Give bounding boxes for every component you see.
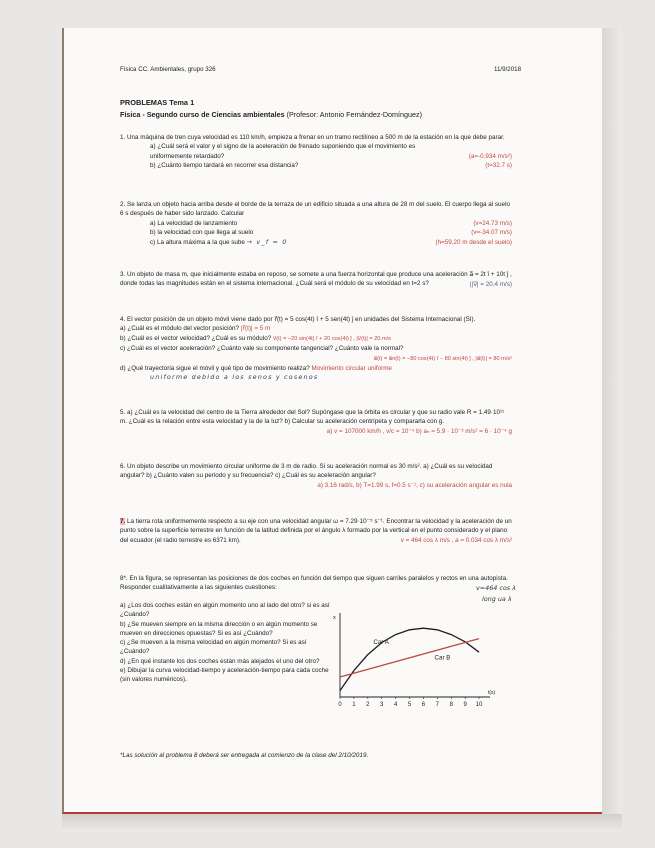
problem-2-b-answer: (v=-34.07 m/s) xyxy=(471,229,512,237)
x-tick-label: 5 xyxy=(407,702,412,708)
series-label-car-a: Car A xyxy=(373,639,389,647)
problem-2-c: c) La altura máxima a la que sube xyxy=(150,238,245,246)
problem-4-c: c) ¿Cuál es el vector aceleración? ¿Cuánto vale su componente tangencial? ¿Cuánto vale la normal? xyxy=(120,345,404,353)
problem-5 xyxy=(120,408,512,436)
problem-4-b-answer: v⃗(t) = −20 sin(4t) î + 20 cos(4t) ĵ , |v⃗(t)| = 20 m/s xyxy=(272,335,391,342)
problem-4-a: a) ¿Cuál es el módulo del vector posición? xyxy=(120,325,240,333)
x-tick-label: 8 xyxy=(449,702,453,708)
position-time-chart xyxy=(328,612,498,712)
problem-3-stem: 3. Un objeto de masa m, que inicialmente estaba en reposo, se somete a una fuerza horizontal que produce una aceleración a⃗ = 2t î + 10t ĵ , donde todas las magnitudes están en el sistema internacional. ¿Cuál será el módulo de su velocidad en t=2 s? xyxy=(120,271,512,288)
document-title: PROBLEMAS Tema 1 xyxy=(120,98,195,107)
problem-2-a: a) La velocidad de lanzamiento xyxy=(150,219,238,227)
problem-2 xyxy=(120,200,512,247)
problem-7 xyxy=(120,517,512,546)
chart-series xyxy=(340,628,479,690)
chart-ticks xyxy=(338,697,483,708)
x-axis-label: t(s) xyxy=(488,690,496,696)
subtitle-professor: (Profesor: Antonio Fernández-Domínguez) xyxy=(284,110,423,119)
x-tick-label: 10 xyxy=(475,702,483,708)
problem-2-a-answer: (v=24.73 m/s) xyxy=(473,219,512,227)
problem-7-answer: v = 464 cos λ m/s , a = 0.034 cos λ m/s² xyxy=(400,537,512,545)
problem-8-questions xyxy=(120,601,332,685)
handwritten-line-1: v=464 cos λ xyxy=(476,584,516,592)
problem-8-d: d) ¿En qué instante los dos coches están más alejados el uno del otro? xyxy=(120,657,320,665)
problem-8-b: b) ¿Se mueven siempre en la misma dirección o en algún momento se mueven en direcciones opuestas? Si es así ¿Cuándo? xyxy=(120,620,318,637)
problem-8-c: c) ¿Se mueven a la misma velocidad en algún momento? Si es así ¿Cuándo? xyxy=(120,639,307,656)
series-label-car-b: Car B xyxy=(434,654,451,662)
handwritten-line-2: long ua λ xyxy=(482,595,512,603)
problem-6-answer: a) 3.16 rad/s, b) T=1.99 s, f=0.5 s⁻¹, c) su aceleración angular es nula xyxy=(317,481,512,489)
page-shadow-right xyxy=(602,28,622,828)
problem-7-stem: La tierra rota uniformemente respecto a su eje con una velocidad angular ω = 7.29·10⁻⁵ s⁻¹. Encontrar la velocidad y la aceleración de un punto sobre la superficie terrestre en función de la latitud definida por el ángulo λ formado por la vertical en el punto considerado y el plano del ecuador (el radio terrestre es 6371 km). xyxy=(120,518,512,544)
problem-1-stem: 1. Una máquina de tren cuya velocidad es 110 km/h, empieza a frenar en un tramo rectilíneo a 500 m de la estación en la que debe parar. xyxy=(120,134,505,141)
problem-4-d: d) ¿Qué trayectoria sigue el móvil y qué tipo de movimiento realiza? xyxy=(120,365,310,373)
problem-8-e: e) Dibujar la curva velocidad-tiempo y aceleración-tiempo para cada coche (sin valores numéricos). xyxy=(120,667,329,684)
x-tick-label: 1 xyxy=(352,702,356,708)
x-tick-label: 2 xyxy=(366,702,370,708)
series-line-car-a xyxy=(340,628,479,690)
problem-2-c-handwritten-note: → v_f = 0 xyxy=(246,237,288,246)
problem-5-stem: 5. a) ¿Cuál es la velocidad del centro de la Tierra alrededor del Sol? Supóngase que la órbita es circular y que su radio vale R = 1.49·10¹¹ m. ¿Cuál es la relación entre esta velocidad y la de la luz? b) Calcular su aceleración centrípeta y compararla con g. xyxy=(120,409,505,426)
footnote: *Las solución al problema 8 deberá ser entregada al comienzo de la clase del 2/10/2019. xyxy=(120,752,369,759)
problem-2-b: b) la velocidad con que llega al suelo xyxy=(150,229,254,237)
problem-3 xyxy=(120,270,512,289)
chart-axes xyxy=(340,613,490,697)
y-axis-label: x xyxy=(333,615,336,621)
problem-8-handwritten-note xyxy=(476,583,516,605)
problem-4-c-answer: a⃗(t) = a⃗n(t) = −80 cos(4t) î − 80 sin(4t) ĵ , |a⃗(t)| = 80 m/s² xyxy=(373,355,512,362)
problem-3-answer: (|v⃗| = 20.4 m/s) xyxy=(469,280,512,288)
x-tick-label: 4 xyxy=(393,702,398,708)
x-tick-label: 0 xyxy=(338,702,342,708)
problem-4-stem: 4. El vector posición de un objeto móvil viene dado por r⃗(t) = 5 cos(4t) î + 5 sen(4t) ĵ en unidades del Sistema Internacional (SI). xyxy=(120,316,476,323)
x-tick-label: 9 xyxy=(463,702,467,708)
problem-4-d-handwritten-note: uniforme debido a los senos y cosenos xyxy=(150,373,319,382)
document-subtitle xyxy=(120,110,422,119)
problem-1-a: a) ¿Cuál será el valor y el signo de la aceleración de frenado suponiendo que el movimiento es uniformemente retardado? xyxy=(150,143,416,160)
problem-6 xyxy=(120,462,512,490)
problem-8-a: a) ¿Los dos coches están en algún momento uno al lado del otro? si es así ¿Cuándo? xyxy=(120,602,330,619)
problem-1-b-answer: (t=32.7 s) xyxy=(485,162,512,170)
subtitle-bold: Física - Segundo curso de Ciencias ambientales xyxy=(120,110,285,119)
header-date: 11/9/2018 xyxy=(494,66,522,73)
problem-4-d-answer: Movimiento circular uniforme xyxy=(311,365,392,373)
x-tick-label: 3 xyxy=(380,702,384,708)
problem-1-b: b) ¿Cuánto tiempo tardará en recorrer esa distancia? xyxy=(150,162,299,170)
problem-5-answer: a) v = 107000 km/h , v/c = 10⁻⁴ b) aₙ = 5.9 · 10⁻³ m/s² = 6 · 10⁻⁴ g xyxy=(326,427,512,435)
problem-7-number: 7. xyxy=(120,518,126,525)
problem-2-c-answer: (h=59.20 m desde el suelo) xyxy=(435,238,512,246)
chart-labels xyxy=(333,615,496,696)
problem-8-intro: 8*. En la figura, se representan las posiciones de dos coches en función del tiempo que siguen carriles paralelos y rectos en una autopista. Responder cualitativamente a las siguientes cuestiones: xyxy=(120,575,508,592)
problem-1-a-answer: (a=-0.934 m/s²) xyxy=(468,152,512,160)
header-course: Física CC. Ambientales, grupo 326 xyxy=(120,66,216,73)
series-line-car-b xyxy=(340,639,479,677)
problem-4-a-answer: |r⃗(t)| = 5 m xyxy=(240,325,271,333)
problem-4-b: b) ¿Cuál es el vector velocidad? ¿Cuál es su módulo? xyxy=(120,334,272,342)
problem-4 xyxy=(120,315,512,383)
x-tick-label: 6 xyxy=(421,702,426,708)
problem-2-stem: 2. Se lanza un objeto hacia arriba desde el borde de la terraza de un edificio situada a una altura de 28 m del suelo. El cuerpo llega al suelo 6 s después de haber sido lanzado. Calcular xyxy=(120,201,510,218)
problem-1 xyxy=(120,133,512,171)
problem-6-stem: 6. Un objeto describe un movimiento circular uniforme de 3 m de radio. Si su aceleración normal es 30 m/s². a) ¿Cuál es su velocidad angular? b) ¿Cuánto valen su periodo y su frecuencia? c) ¿Cuál es su aceleración angular? xyxy=(120,463,493,480)
x-tick-label: 7 xyxy=(435,702,440,708)
page-shadow-bottom xyxy=(62,814,622,832)
